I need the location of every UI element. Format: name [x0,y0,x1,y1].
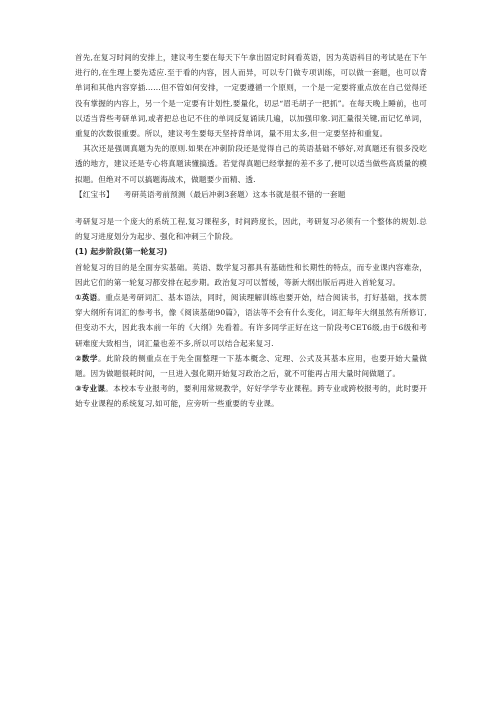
major-item-lead: ③专业课 [75,384,106,394]
intro-paragraph-2: 其次还是强调真题为先的原则.如果在冲刺阶段还是觉得自己的英语基础不够好,对真题还有很多没吃透的地方，建议还是专心将真题读懂搞透。若觉得真题已经掌握的差不多了,便可以适当做些高质量的模拟题。但绝对不可以搞题海战术，做题要少而精、透. [75,144,427,184]
math-item-lead: ②数学 [75,353,98,363]
major-item [75,381,427,411]
book-tag: 【红宝书】 [75,189,114,199]
math-item-text: 。此阶段的侧重点在于先全面整理一下基本概念、定理、公式及其基本应用，也要开始大量做题。因为做题很耗时间，一旦进入强化期开始复习政治之后，就不可能再占用大量时间做题了。 [75,353,427,379]
plan-paragraph-2: 首轮复习的目的是全面夯实基础。英语、数学复习都具有基础性和长期性的特点，而专业课内容难杂，因此它们的第一轮复习都安排在起步期。政治复习可以暂缓，等新大纲出版后再进入首轮复习。 [75,262,427,287]
english-item-lead: ①英语 [75,293,98,303]
plan-paragraph-1: 考研复习是一个庞大的系统工程,复习课程多，时间跨度长，因此，考研复习必须有一个整体的规划.总的复习进度划分为起步、强化和冲刺三个阶段。 [75,217,427,242]
book-recommendation [75,187,427,202]
document-page [75,50,427,412]
major-item-text: 。本校本专业报考的，要利用常规教学，好好学学专业课程。跨专业或跨校报考的，此时要开始专业课程的系统复习,如可能，应旁听一些重要的专业课。 [75,384,427,409]
english-item-text: 。重点是考研词汇、基本语法，同时，阅读理解训练也要开始，结合阅读书，打好基础，找本贯穿大纲所有词汇的参考书，像《阅读基础90篇》，语法等不会有什么变化，词汇每年大纲虽然有所修订,但变动不大，因此我本前一年的《大纲》先看着。有许多同学正好在这一阶段考CET6级,由于6级和考研难度大致相当，词汇量也差不多,所以可以结合起来复习. [75,293,427,348]
intro-paragraph-1: 首先,在复习时间的安排上，建议考生要在每天下午拿出固定时间看英语，因为英语科目的考试是在下午进行的,在生理上要先适应.至于看的内容，因人而异，可以专门做专项训练，可以做一套题，也可以背单词和其他内容穿插……但不管如何安排，一定要遵循一个原则，一个是一定要将重点放在自己觉得还没有掌握的内容上，另一个是一定要有计划性,要量化，切忌“眉毛胡子一把抓”。在每天晚上睡前，也可以适当背些考研单词,或者把总也记不住的单词反复诵读几遍，以加强印象.词汇量很关键,而记忆单词，重复的次数很重要。所以，建议考生要每天坚持背单词，量不用太多,但一定要坚持和重复。 [75,53,427,139]
english-item [75,290,427,351]
math-item [75,351,427,381]
stage-heading: (1) 起步阶段(第一轮复习) [75,247,168,257]
book-recommendation-text: 考研英语考前预测（最后冲刺3套题）这本书就是很不错的一套题 [123,189,346,199]
